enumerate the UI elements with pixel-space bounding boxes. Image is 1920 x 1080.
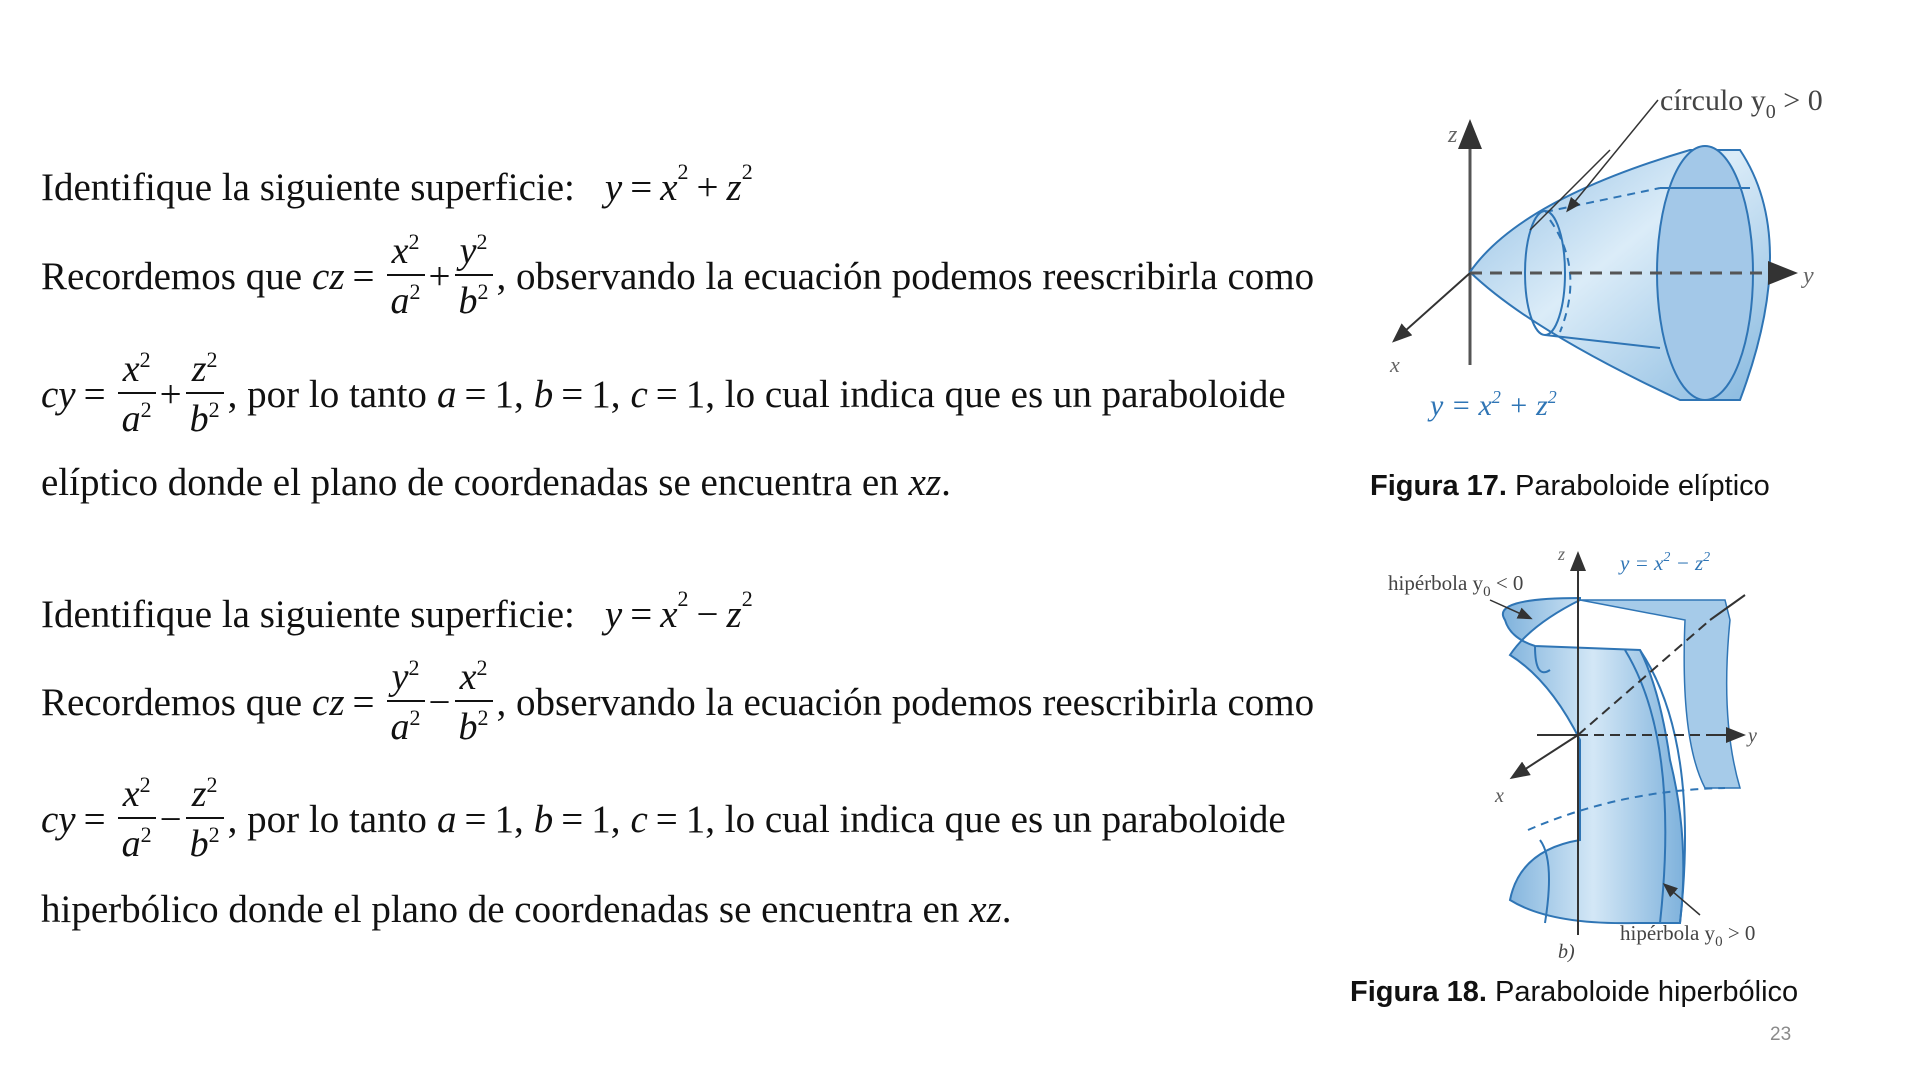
figure-18-caption: Figura 18. Paraboloide hiperbólico (1350, 976, 1799, 1008)
fraction: $\frac{y^2}{b^2}$ (455, 232, 493, 320)
figure18-equation: $y = x^2 - z^2$ (1620, 550, 1711, 575)
fraction: $\frac{z^2}{b^2}$ (186, 775, 224, 863)
fraction: $\frac{x^2}{a^2}$ (387, 232, 425, 320)
block1-line1-text: Identifique la siguiente superficie: (41, 166, 575, 209)
svg-text:x: x (1495, 785, 1504, 807)
svg-text:y: y (1748, 725, 1757, 747)
svg-text:y: y (1803, 263, 1814, 289)
fraction: $\frac{x^2}{a^2}$ (118, 350, 156, 438)
block1-line3: cy = $\frac{x^2}{a^2}$ + $\frac{z^2}{b^2}$ , por lo tanto a = 1 , b = 1 , c = 1 , lo cual indica que es un paraboloide (41, 347, 1286, 440)
svg-text:z: z (1448, 122, 1458, 148)
block2-line4: hiperbólico donde el plano de coordenadas se encuentra en xz . (41, 888, 1012, 931)
fraction: $\frac{z^2}{b^2}$ (186, 350, 224, 438)
fraction: $\frac{y^2}{a^2}$ (387, 658, 425, 746)
block2-line3: cy = $\frac{x^2}{a^2}$ − $\frac{z^2}{b^2}$ , por lo tanto a = 1 , b = 1 , c = 1 , lo cual indica que es un paraboloide (41, 772, 1286, 865)
svg-text:b): b) (1558, 941, 1575, 963)
figure-17-elliptic-paraboloid (1360, 80, 1880, 450)
block2-line1: Identifique la siguiente superficie: y = x $^2$ − z $^2$ (41, 585, 753, 636)
label-hiperbola-pos: hipérbola $y_0 > 0$ (1620, 921, 1756, 950)
fraction: $\frac{x^2}{b^2}$ (455, 658, 493, 746)
page-number: 23 (1770, 1024, 1792, 1045)
block1-line1: Identifique la siguiente superficie: y = x $^2$ + z $^2$ (41, 158, 753, 209)
block1-line4: elíptico donde el plano de coordenadas se encuentra en xz . (41, 461, 951, 504)
figure-18-hyperbolic-paraboloid (1380, 540, 1820, 970)
fraction: $\frac{x^2}{a^2}$ (118, 775, 156, 863)
figure17-equation: $y = x^2 + z^2$ (1430, 387, 1557, 422)
label-hiperbola-neg: hipérbola $y_0 < 0$ (1388, 571, 1524, 600)
svg-text:x: x (1390, 352, 1400, 377)
block1-line2: Recordemos que cz = $\frac{x^2}{a^2}$ + $\frac{y^2}{b^2}$ , observando la ecuación podemos reescribirla como (41, 229, 1315, 322)
svg-text:z: z (1558, 544, 1566, 564)
block2-line2: Recordemos que cz = $\frac{y^2}{a^2}$ − $\frac{x^2}{b^2}$ , observando la ecuación podemos reescribirla como (41, 655, 1315, 748)
label-circulo: círculo $y_0 > 0$ (1660, 84, 1823, 123)
figure-17-caption: Figura 17. Paraboloide elíptico (1370, 470, 1770, 502)
